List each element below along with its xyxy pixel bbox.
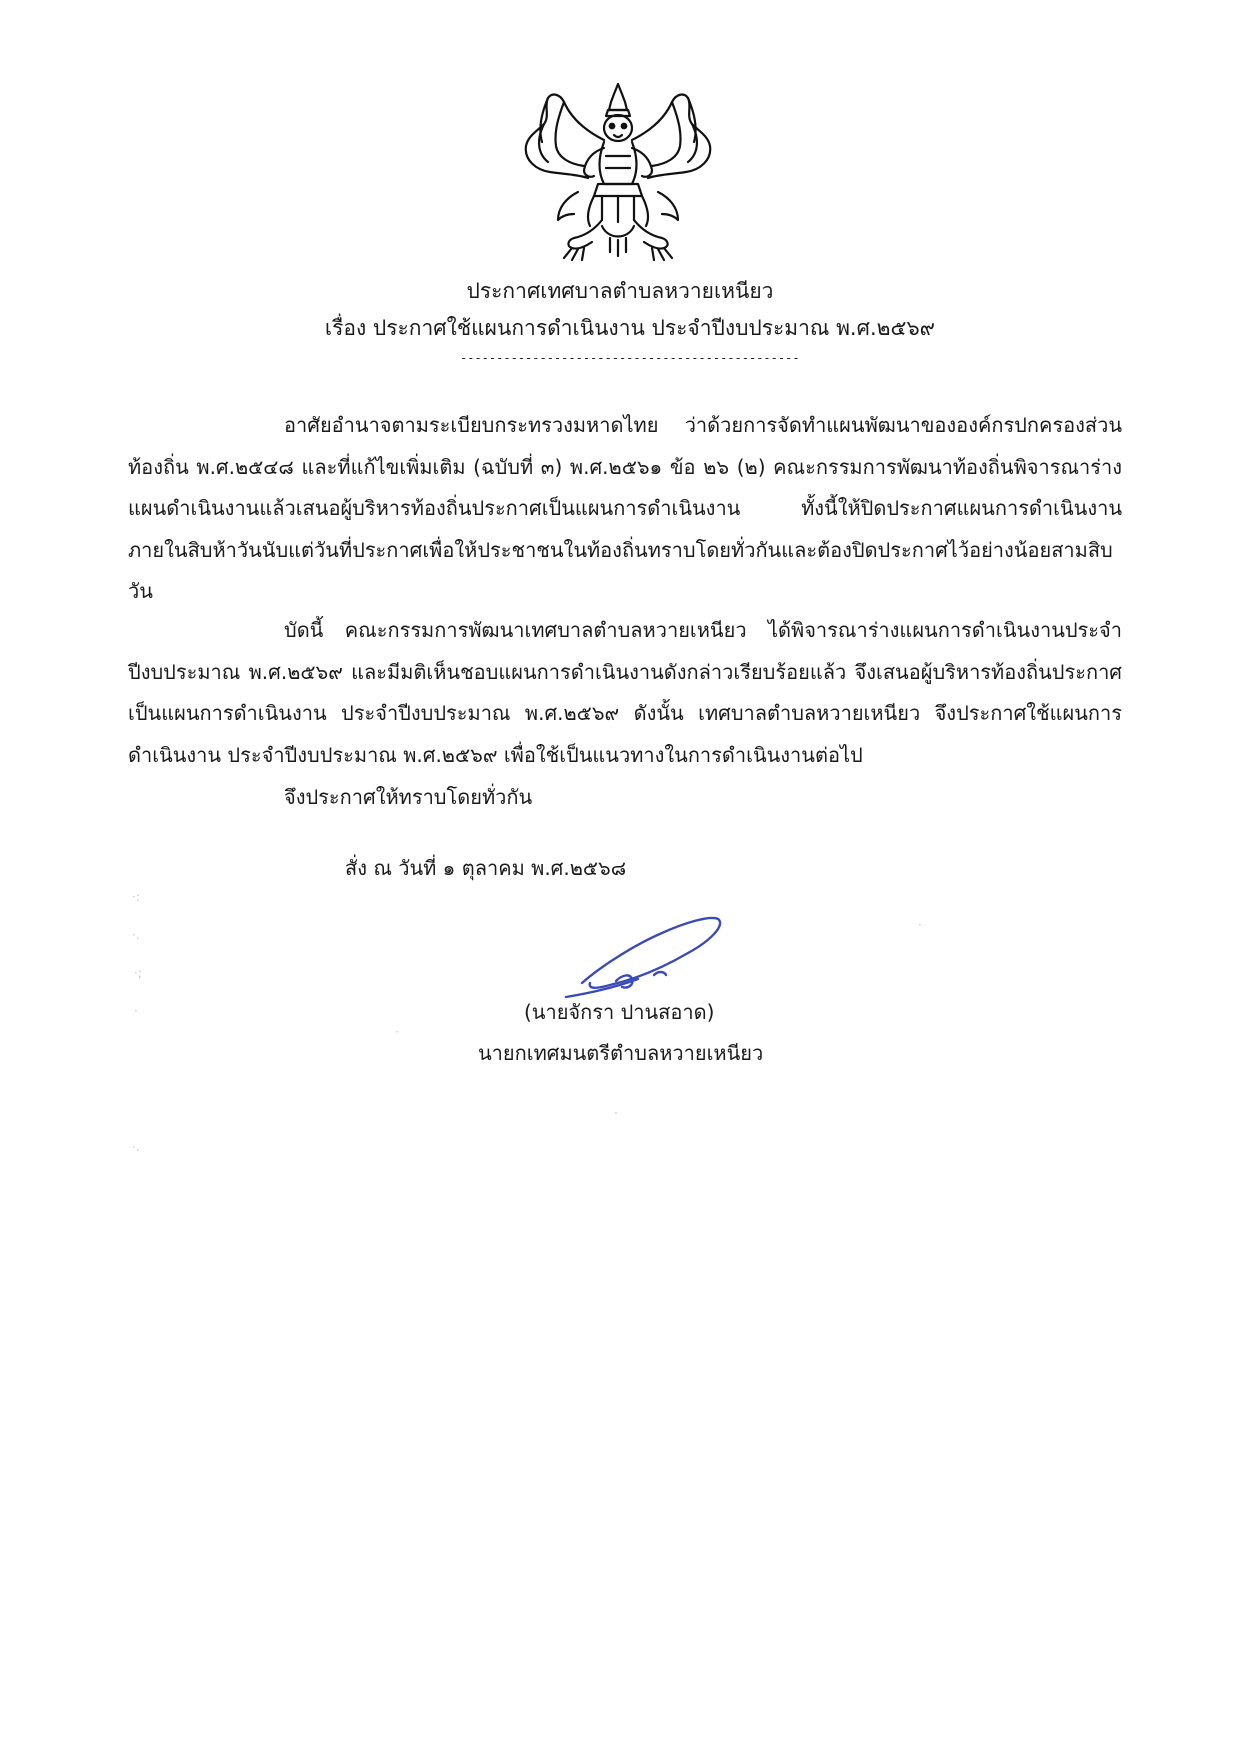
scan-speck: ·	[395, 1025, 399, 1039]
body-paragraph-1: อาศัยอำนาจตามระเบียบกระทรวงมหาดไทย ว่าด้วยการจัดทำแผนพัฒนาขององค์กรปกครองส่วนท้องถิ่น พ.ศ.๒๕๔๘ และที่แก้ไขเพิ่มเติม (ฉบับที่ ๓) พ.ศ.๒๕๖๑ ข้อ ๒๖ (๒) คณะกรรมการพัฒนาท้องถิ่นพิจารณาร่างแผนดำเนินงานแล้วเสนอผู้บริหารท้องถิ่นประกาศเป็นแผนการดำเนินงาน ทั้งนี้ให้ปิดประกาศแผนการดำเนินงานภายในสิบห้าวันนับแต่วันที่ประกาศเพื่อให้ประชาชนในท้องถิ่นทราบโดยทั่วกันและต้องปิดประกาศไว้อย่างน้อยสามสิบวัน	[128, 413, 1122, 603]
announcement-issuer: ประกาศเทศบาลตำบลหวายเหนียว	[466, 279, 774, 303]
date-line: สั่ง ณ วันที่ ๑ ตุลาคม พ.ศ.๒๕๖๘	[345, 856, 627, 880]
closing-statement: จึงประกาศให้ทราบโดยทั่วกัน	[284, 785, 533, 809]
scan-speck: ·	[918, 918, 922, 932]
garuda-emblem-icon	[518, 80, 718, 268]
scan-speck: ·	[614, 1106, 618, 1120]
body-paragraph-2: บัดนี้ คณะกรรมการพัฒนาเทศบาลตำบลหวายเหนียว ได้พิจารณาร่างแผนการดำเนินงานประจำปีงบประมาณ พ.ศ.๒๕๖๙ และมีมติเห็นชอบแผนการดำเนินงานดังกล่าวเรียบร้อยแล้ว จึงเสนอผู้บริหารท้องถิ่นประกาศเป็นแผนการดำเนินงาน ประจำปีงบประมาณ พ.ศ.๒๕๖๙ ดังนั้น เทศบาลตำบลหวายเหนียว จึงประกาศใช้แผนการดำเนินงาน ประจำปีงบประมาณ พ.ศ.๒๕๖๙ เพื่อใช้เป็นแนวทางในการดำเนินงานต่อไป	[128, 618, 1122, 767]
signatory-name: (นายจักรา ปานสอาด)	[524, 1000, 715, 1024]
signatory-title: นายกเทศมนตรีตำบลหวายเหนียว	[478, 1041, 764, 1065]
scan-speck: ·.	[132, 928, 140, 942]
scan-speck: ·;	[134, 966, 142, 980]
scan-speck: ·:	[132, 890, 140, 904]
heading-divider: -----------------------------------------------	[460, 351, 800, 365]
scan-speck: ·	[134, 1004, 138, 1018]
handwritten-signature	[560, 905, 730, 1005]
announcement-subject: เรื่อง ประกาศใช้แผนการดำเนินงาน ประจำปีงบประมาณ พ.ศ.๒๕๖๙	[324, 316, 936, 340]
scan-speck: ·.	[132, 1140, 140, 1154]
